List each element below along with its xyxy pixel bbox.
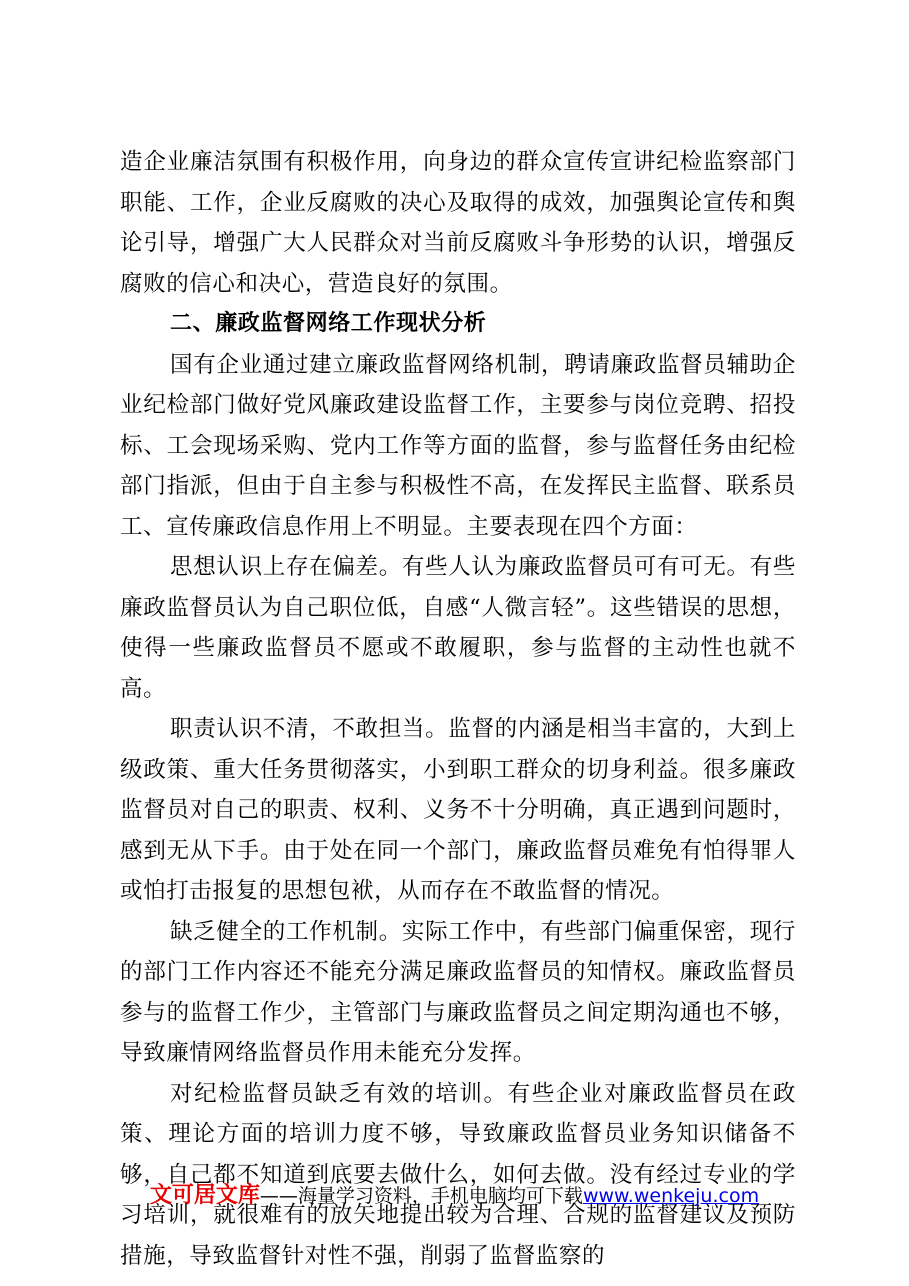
footer-brand: 文可居文库 — [149, 1183, 260, 1208]
paragraph-overview: 国有企业通过建立廉政监督网络机制，聘请廉政监督员辅助企业纪检部门做好党风廉政建设监督工作，主要参与岗位竞聘、招投标、工会现场采购、党内工作等方面的监督，参与监督任务由纪检部门指派，但由于自主参与积极性不高，在发挥民主监督、联系员工、宣传廉政信息作用上不明显。主要表现在四个方面： — [120, 351, 796, 540]
footer-banner — [0, 1182, 909, 1210]
paragraph-duty-unclear: 职责认识不清，不敢担当。监督的内涵是相当丰富的，大到上级政策、重大任务贯彻落实，小到职工群众的切身利益。很多廉政监督员对自己的职责、权利、义务不十分明确，真正遇到问题时，感到无从下手。由于处在同一个部门，廉政监督员难免有怕得罪人或怕打击报复的思想包袱，从而存在不敢监督的情况。 — [120, 716, 796, 904]
section-heading: 二、廉政监督网络工作现状分析 — [170, 311, 487, 336]
document-body — [120, 142, 796, 1276]
footer-tagline: ——海量学习资料，手机电脑均可下载 — [259, 1185, 583, 1207]
footer-link[interactable]: www.wenkeju.com — [582, 1185, 760, 1207]
paragraph-thinking-bias: 思想认识上存在偏差。有些人认为廉政监督员可有可无。有些廉政监督员认为自己职位低，自感“人微言轻”。这些错误的思想，使得一些廉政监督员不愿或不敢履职，参与监督的主动性也就不高。 — [120, 554, 796, 702]
paragraph-training-lacking: 对纪检监督员缺乏有效的培训。有些企业对廉政监督员在政策、理论方面的培训力度不够，导致廉政监督员业务知识储备不够，自己都不知道到底要去做什么，如何去做。没有经过专业的学习培训，就很难有的放矢地提出较为合理、合规的监督建议及预防措施，导致监督针对性不强，削弱了监督监察的 — [120, 1080, 796, 1269]
paragraph-continuation: 造企业廉洁氛围有积极作用，向身边的群众宣传宣讲纪检监察部门职能、工作，企业反腐败的决心及取得的成效，加强舆论宣传和舆论引导，增强广大人民群众对当前反腐败斗争形势的认识，增强反腐败的信心和决心，营造良好的氛围。 — [120, 149, 796, 297]
paragraph-mechanism-lacking: 缺乏健全的工作机制。实际工作中，有些部门偏重保密，现行的部门工作内容还不能充分满足廉政监督员的知情权。廉政监督员参与的监督工作少，主管部门与廉政监督员之间定期沟通也不够，导致廉情网络监督员作用未能充分发挥。 — [120, 918, 796, 1066]
